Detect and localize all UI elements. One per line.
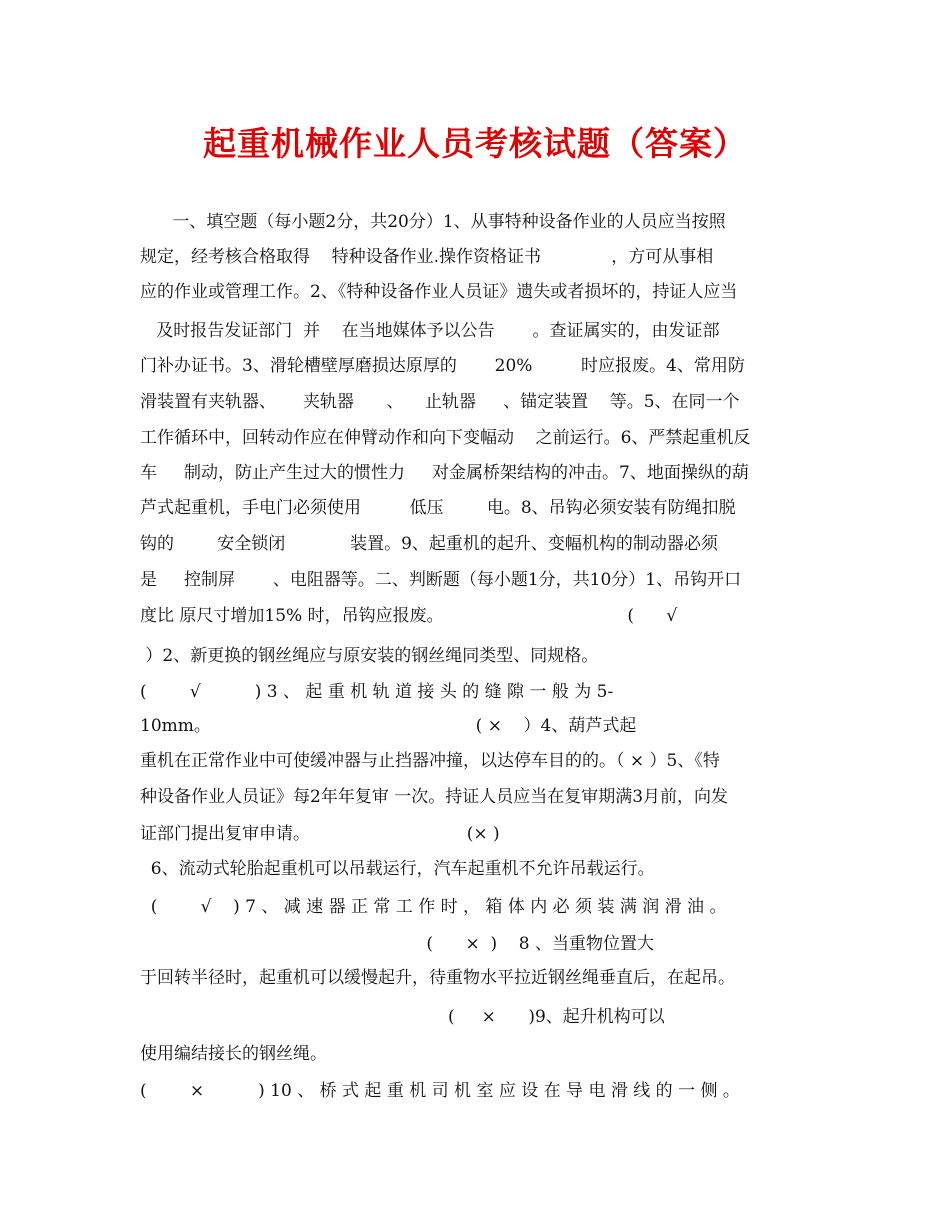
text-line: 及时报告发证部门 并 在当地媒体予以公告 。查证属实的，由发证部 — [140, 321, 720, 341]
text-line: 一、填空题（每小题2分，共20分）1、从事特种设备作业的人员应当按照 — [140, 212, 726, 232]
text-line: ( √ ) 7 、 减 速 器 正 常 工 作 时 ， 箱 体 内 必 须 装 满 润 滑 油 。 — [140, 897, 727, 917]
text-line: 规定，经考核合格取得 特种设备作业.操作资格证书 ，方可从事相 — [140, 247, 714, 267]
text-line: 门补办证书。3、滑轮槽壁厚磨损达原厚的 20% 时应报废。4、常用防 — [140, 356, 745, 376]
text-line: ）2、新更换的钢丝绳应与原安装的钢丝绳同类型、同规格。 — [140, 646, 599, 666]
text-line: 证部门提出复审申请。 (× ) — [140, 824, 500, 844]
text-line: 应的作业或管理工作。2、《特种设备作业人员证》遗失或者损坏的，持证人应当 — [140, 282, 738, 302]
text-line: 钩的 安全锁闭 装置。9、起重机的起升、变幅机构的制动器必须 — [140, 534, 718, 554]
text-line: 10mm。 ( × ）4、葫芦式起 — [140, 716, 637, 736]
text-line: 6、流动式轮胎起重机可以吊载运行，汽车起重机不允许吊载运行。 — [140, 859, 655, 879]
text-line: 使用编结接长的钢丝绳。 — [140, 1044, 327, 1064]
page-title: 起重机械作业人员考核试题（答案） — [203, 124, 747, 163]
text-line: 于回转半径时，起重机可以缓慢起升，待重物水平拉近钢丝绳垂直后，在起吊。 — [140, 968, 735, 988]
text-line: 是 控制屏 、电阻器等。二、判断题（每小题1分，共10分）1、吊钩开口 — [140, 570, 742, 590]
text-line: 滑装置有夹轨器、 夹轨器 、 止轨器 、锚定装置 等。5、在同一个 — [140, 392, 740, 412]
text-line: ( × ) 8 、当重物位置大 — [140, 934, 654, 954]
text-line: 度比 原尺寸增加15% 时，吊钩应报废。 ( √ — [140, 606, 678, 626]
text-line: 工作循环中，回转动作应在伸臂动作和向下变幅动 之前运行。6、严禁起重机反 — [140, 428, 751, 448]
text-line: 车 制动，防止产生过大的惯性力 对金属桥架结构的冲击。7、地面操纵的葫 — [140, 463, 749, 483]
text-line: ( × ) 10 、 桥 式 起 重 机 司 机 室 应 设 在 导 电 滑 线 的 一 侧 。 — [140, 1081, 740, 1101]
text-line: ( √ ) 3 、 起 重 机 轨 道 接 头 的 缝 隙 一 般 为 5- — [140, 682, 614, 702]
text-line: ( × )9、起升机构可以 — [140, 1007, 665, 1027]
text-line: 重机在正常作业中可使缓冲器与止挡器冲撞，以达停车目的的。（ × ）5、《特 — [140, 751, 720, 771]
text-line: 种设备作业人员证》每2年年复审 一次。持证人员应当在复审期满3月前，向发 — [140, 787, 729, 807]
text-line: 芦式起重机，手电门必须使用 低压 电。8、吊钩必须安装有防绳扣脱 — [140, 498, 736, 518]
